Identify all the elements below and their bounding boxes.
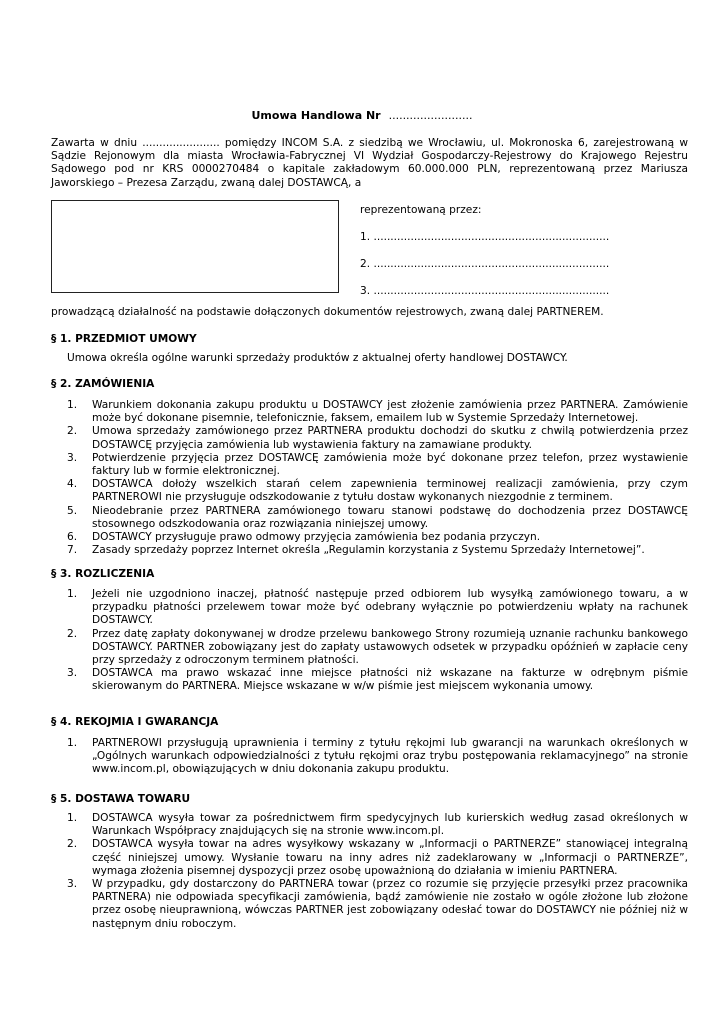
list-number: 1.: [67, 812, 78, 824]
list-text: PARTNEROWI przysługują uprawnienia i terminy z tytułu rękojmi lub gwarancji na warunkach określonych w „Ogólnych warunkach odpowiedzialności z tytułu rękojmi oraz trybu postępowania reklamacyjnego” na stronie www.incom.pl, obowiązujących w dniu dokonania zakupu produktu.: [92, 737, 688, 776]
section-5-heading: § 5. DOSTAWA TOWARU: [51, 793, 191, 805]
list-text: DOSTAWCA wysyła towar za pośrednictwem firm spedycyjnych lub kurierskich według zasad określonych w Warunkach Współpracy znajdujących się na stronie www.incom.pl.: [92, 812, 688, 838]
list-item: [51, 425, 688, 451]
title-number-placeholder: ........................: [388, 109, 473, 122]
list-number: 1.: [67, 399, 78, 411]
section-4-heading: § 4. REKOJMIA I GWARANCJA: [51, 716, 219, 728]
list-text: Zasady sprzedaży poprzez Internet określa „Regulamin korzystania z Systemu Sprzedaży Internetowej”.: [92, 544, 645, 557]
section-3-heading: § 3. ROZLICZENIA: [51, 568, 155, 580]
list-text: W przypadku, gdy dostarczony do PARTNERA towar (przez co rozumie się przyjęcie przesyłki przez pracownika PARTNERA) nie odpowiada specyfikacji zamówienia, bądź zamówienie nie zostało w ogóle złożone lub złożone przez osobę nieuprawnioną, wówczas PARTNER jest zobowiązany odesłać towar do DOSTAWCY nie później niż w następnym dniu roboczym.: [92, 878, 688, 930]
list-text: Potwierdzenie przyjęcia przez DOSTAWCĘ zamówienia może być dokonane przez telefon, przez wystawienie faktury lub w formie elektronicznej.: [92, 451, 688, 478]
list-text: Warunkiem dokonania zakupu produktu u DOSTAWCY jest złożenie zamówienia przez PARTNERA. Zamówienie może być dokonane pisemnie, telefonicznie, faksem, emailem lub w Systemie Sprzedaży Internetowej.: [92, 399, 688, 425]
list-number: 7.: [67, 544, 78, 557]
intro-paragraph: Zawarta w dniu ....................... pomiędzy INCOM S.A. z siedzibą we Wrocławiu, ul. Mokronoska 6, zarejestrowaną w Sądzie Rejonowym dla miasta Wrocławia-Fabrycznej VI Wydział Gospodarczy-Rejestrowy do Krajowego Rejestru Sądowego pod nr KRS 0000270484 o kapitale zakładowym 60.000.000 PLN, reprezentowaną przez Mariusza Jaworskiego – Prezesa Zarządu, zwaną dalej DOSTAWCĄ, a: [51, 137, 688, 189]
list-number: 5.: [67, 504, 78, 517]
list-item: [51, 544, 688, 557]
list-text: DOSTAWCA dołoży wszelkich starań celem zapewnienia terminowej realizacji zamówienia, przy czym PARTNEROWI nie przysługuje odszkodowanie z tytułu dostaw wykonanych niezgodnie z terminem.: [92, 478, 688, 504]
partner-details-box: [51, 200, 339, 293]
list-item: [51, 667, 688, 693]
list-item: [51, 838, 688, 878]
representatives-block: [360, 204, 660, 312]
list-text: DOSTAWCA wysyła towar na adres wysyłkowy wskazany w „Informacji o PARTNERZE” stanowiącej integralną część niniejszej umowy. Wysłanie towaru na inny adres niż zadeklarowany w „Informacji o PARTNERZE”, wymaga złożenia pisemnej dyspozycji przez osobę upoważnioną do działania w imieniu PARTNERA.: [92, 838, 688, 877]
list-text: Umowa sprzedaży zamówionego przez PARTNERA produktu dochodzi do skutku z chwilą potwierdzenia przez DOSTAWCĘ przyjęcia zamówienia lub wystawienia faktury na zamawiane produkty.: [92, 425, 688, 451]
document-title: [0, 109, 724, 122]
list-number: 2.: [67, 425, 78, 438]
list-item: [51, 399, 688, 425]
list-item: [51, 505, 688, 531]
list-text: DOSTAWCY przysługuje prawo odmowy przyjęcia zamówienia bez podania przyczyn.: [92, 531, 541, 544]
section-3-list: [51, 588, 688, 694]
list-number: 3.: [67, 667, 78, 680]
list-item: [51, 452, 688, 478]
list-item: [51, 737, 688, 777]
list-number: 2.: [67, 627, 78, 640]
list-number: 1.: [67, 737, 78, 749]
list-text: Przez datę zapłaty dokonywanej w drodze przelewu bankowego Strony rozumieją uznanie rachunku bankowego DOSTAWCY. PARTNER zobowiązany jest do zapłaty ustawowych odsetek w przypadku opóźnień w zapłacie ceny przy sprzedaży z odroczonym terminem płatności.: [92, 627, 688, 667]
representatives-label: reprezentowaną przez:: [360, 204, 482, 216]
title-text: Umowa Handlowa Nr: [251, 109, 381, 122]
list-item: [51, 878, 688, 931]
list-item: [51, 478, 688, 504]
section-1-heading: § 1. PRZEDMIOT UMOWY: [51, 333, 197, 345]
list-text: DOSTAWCA ma prawo wskazać inne miejsce płatności niż wskazane na fakturze w odrębnym piśmie skierowanym do PARTNERA. Miejsce wskazane w w/w piśmie jest miejscem wykonania umowy.: [92, 667, 688, 693]
list-item: [51, 531, 688, 544]
list-number: 1.: [67, 588, 78, 600]
list-number: 2.: [67, 838, 78, 851]
list-number: 3.: [67, 878, 78, 891]
section-1-text: Umowa określa ogólne warunki sprzedaży produktów z aktualnej oferty handlowej DOSTAWCY.: [67, 352, 568, 364]
list-item: [51, 588, 688, 628]
section-2-list: [51, 399, 688, 557]
list-item: [51, 812, 688, 838]
list-number: 4.: [67, 478, 78, 491]
list-item: [51, 628, 688, 668]
list-text: Jeżeli nie uzgodniono inaczej, płatność następuje przed odbiorem lub wysyłką zamówionego towaru, a w przypadku płatności przelewem towar może być odebrany wyłącznie po potwierdzeniu wpłaty na rachunek DOSTAWCY.: [92, 588, 688, 627]
list-number: 3.: [67, 451, 78, 464]
representative-line-3: 3. ......................................................................: [360, 285, 610, 297]
list-text: Nieodebranie przez PARTNERA zamówionego towaru stanowi podstawę do dochodzenia przez DOSTAWCĘ stosownego odszkodowania oraz rozwiązania niniejszej umowy.: [92, 504, 688, 530]
section-4-list: [51, 737, 688, 777]
section-2-heading: § 2. ZAMÓWIENIA: [51, 378, 155, 390]
list-number: 6.: [67, 531, 78, 544]
section-5-list: [51, 812, 688, 931]
representative-line-2: 2. ......................................................................: [360, 258, 610, 270]
partner-definition-paragraph: prowadzącą działalność na podstawie dołączonych dokumentów rejestrowych, zwaną dalej PARTNEREM.: [51, 306, 604, 318]
representative-line-1: 1. ......................................................................: [360, 231, 610, 243]
